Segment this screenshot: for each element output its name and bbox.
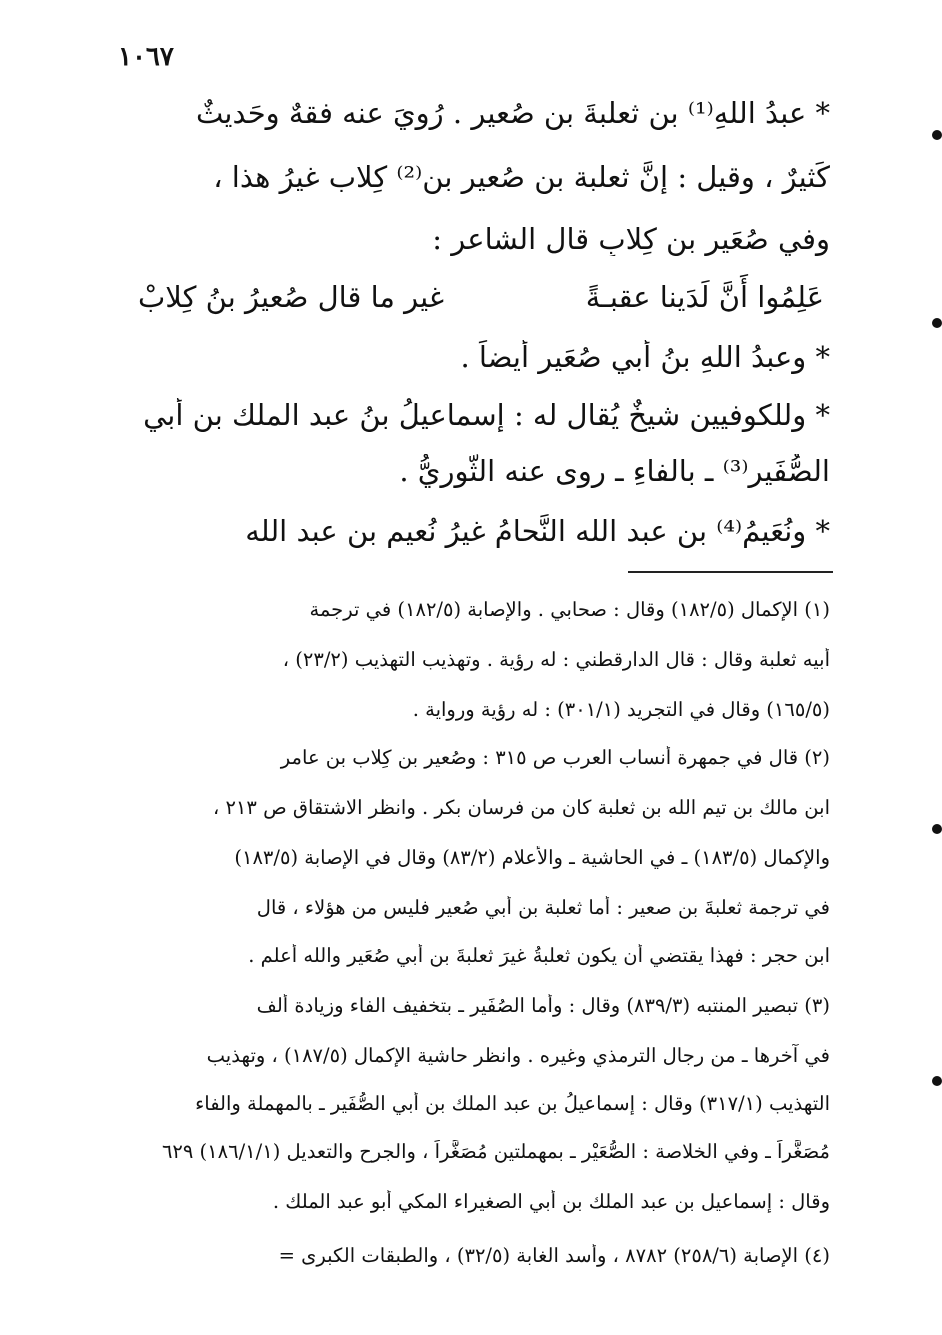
main-text-line: * عبدُ اللهِ⁽¹⁾ بن ثعلبةَ بن صُعير . رُوِيَ عنه فقهٌ وحَديثٌ [195,96,830,130]
main-text-line: وفي صُعَير بن كِلابٍ قال الشاعر : [432,222,830,256]
main-text-line: * وللكوفيين شيخٌ يُقال له : إسماعيلُ بنُ عبد الملك بن أَبي [143,398,830,432]
verse-second-hemistich: غير ما قال صُعيرُ بنُ كِلابْ [138,280,445,314]
footnote-line: ابن حجر : فهذا يقتضي أن يكون ثعلبةُ غيرَ ثعلبةَ بن أبي صُعَير والله أعلم . [248,944,830,967]
footnote-separator [628,571,833,573]
footnote-line: في ترجمة ثعلبةَ بن صعير : أما ثعلبة بن أبي صُعير فليس من هؤلاء ، قال [256,896,830,919]
footnote-line: التهذيب (٣١٧/١) وقال : إسماعيلُ بن عبد الملك بن أبي الصُّفَير ـ بالمهملة والفاء [195,1092,830,1115]
footnote-line: مُصَغَّراً ـ وفي الخلاصة : الصُّعَيْر ـ بمهملتين مُصَغَّراً ، والجرح والتعديل (١٨٦/١/١) ٦٢٩ [161,1140,830,1163]
footnote-line: ابن مالك بن تيم الله بن ثعلبة كان من فرسانِ بكرٍ . وانظر الاشتقاق ص ٢١٣ ، [212,796,830,819]
scan-edge-mark [932,1076,942,1086]
footnote-line: (٤) الإصابة (٢٥٨/٦) ٨٧٨٢ ، وأسد الغابة (٣٢/٥) ، والطبقات الكبرى = [278,1244,830,1267]
verse-first-hemistich: عَلِمُوا أَنَّ لَدَينا عقبـةً [585,280,824,314]
footnote-line: أبيه ثعلبة وقال : قال الدارقطني : له رؤية . وتهذيب التهذيب (٢٣/٢) ، [282,648,830,671]
footnote-line: في آخرها ـ من رجال الترمذي وغيره . وانظر حاشية الإكمال (١٨٧/٥) ، وتهذيب [206,1044,830,1067]
scan-edge-mark [932,130,942,140]
footnote-line: (٣) تبصير المنتبه (٨٣٩/٣) وقال : وأما الصُفَير ـ بتخفيف الفاء وزيادة ألف [256,994,830,1017]
scan-edge-mark [932,318,942,328]
main-text-line: * وعبدُ اللهِ بنُ أَبي صُعَير أيضاً . [460,340,830,374]
main-text-line: كَثيرٌ ، وقيل : إنَّ ثعلبة بن صُعيرِ بن⁽²⁾ كِلاب غيرُ هذا ، [213,160,830,194]
footnote-line: (١٦٥/٥) وقال في التجريد (٣٠١/١) : له رؤية ورواية . [412,698,830,721]
page-number: ١٠٦٧ [118,42,174,72]
footnote-line: وقال : إسماعيل بن عبد الملك بن أبي الصغيراء المكي أبو عبد الملك . [272,1190,830,1213]
footnote-line: (٢) قال في جمهرة أنساب العرب ص ٣١٥ : وصُعير بن كِلاب بن عامر [280,746,830,769]
footnote-line: (١) الإكمال (١٨٢/٥) وقال : صحابي . والإصابة (١٨٢/٥) في ترجمة [309,598,830,621]
main-text-line: * ونُعَيمُ⁽⁴⁾ بن عبد الله النَّحامُ غيرُ نُعيم بن عبد الله [245,514,830,548]
footnote-line: والإكمال (١٨٣/٥) ـ في الحاشية ـ والأعلام (٨٣/٢) وقال في الإصابة (١٨٣/٥) [234,846,830,869]
main-text-line: الصُّفَير⁽³⁾ ـ بالفاءِ ـ روى عنه الثَّوريُّ . [399,454,830,488]
scan-edge-mark [932,824,942,834]
